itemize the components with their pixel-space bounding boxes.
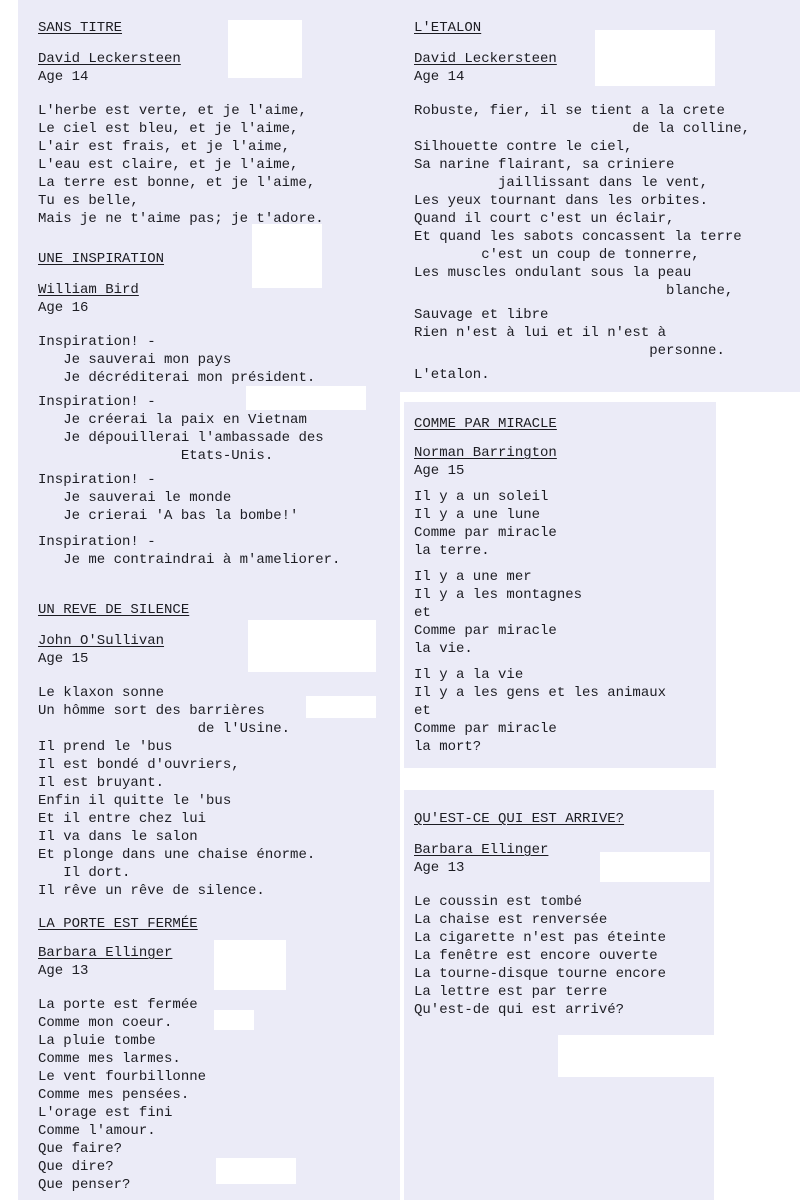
poem-line: Quand il court c'est un éclair, (414, 211, 675, 227)
poem-line: Etats-Unis. (38, 448, 274, 464)
poem-line: La lettre est par terre (414, 984, 608, 1000)
poem-line: La fenêtre est encore ouverte (414, 948, 658, 964)
poem-line: Comme par miracle (414, 525, 557, 541)
poem-line: La tourne-disque tourne encore (414, 966, 667, 982)
poem-line: c'est un coup de tonnerre, (414, 247, 700, 263)
poem-line: Je crierai 'A bas la bombe!' (38, 508, 299, 524)
poem-age: Age 15 (38, 651, 89, 667)
poem-line: Le klaxon sonne (38, 685, 165, 701)
poem-line: Il y a un soleil (414, 489, 549, 505)
poem-line: Comme par miracle (414, 721, 557, 737)
poem-line: Inspiration! - (38, 472, 156, 488)
poem-lines (38, 102, 388, 228)
poem-author: David Leckersteen (414, 51, 557, 67)
poem-title: L'ETALON (414, 20, 482, 36)
poem-line: Il va dans le salon (38, 829, 198, 845)
poem-line: et (414, 703, 431, 719)
poem-line: de l'Usine. (38, 721, 291, 737)
poem-line: L'etalon. (414, 367, 490, 383)
poem-line: L'eau est claire, et je l'aime, (38, 157, 299, 173)
poem-line: Il y a une lune (414, 507, 541, 523)
poem-line: Il est bondé d'ouvriers, (38, 757, 240, 773)
poem-line: Je sauverai le monde (38, 490, 232, 506)
poem-un-reve-de-silence (38, 600, 388, 900)
paste-patch (558, 1035, 714, 1077)
poem-line: Je décréditerai mon président. (38, 370, 316, 386)
poem-line: L'orage est fini (38, 1105, 173, 1121)
poem-age: Age 13 (414, 860, 465, 876)
poem-line: Je dépouillerai l'ambassade des (38, 430, 324, 446)
poem-line: Que penser? (38, 1177, 131, 1193)
poem-title: COMME PAR MIRACLE (414, 416, 557, 432)
poem-line: Il y a la vie (414, 667, 524, 683)
poem-title: QU'EST-CE QUI EST ARRIVE? (414, 811, 625, 827)
poem-lines (38, 333, 388, 569)
poem-line: Et plonge dans une chaise énorme. (38, 847, 316, 863)
poem-qu-est-ce-qui-est-arrive (414, 809, 794, 1019)
poem-author: Barbara Ellinger (38, 945, 173, 961)
poem-comme-par-miracle (414, 414, 794, 756)
poem-line: Je créerai la paix en Vietnam (38, 412, 307, 428)
poem-line: Et quand les sabots concassent la terre (414, 229, 742, 245)
poem-title: UNE INSPIRATION (38, 251, 165, 267)
poem-line: Enfin il quitte le 'bus (38, 793, 232, 809)
poem-line: Il dort. (38, 865, 131, 881)
poem-l-etalon (414, 18, 794, 384)
poem-line: L'air est frais, et je l'aime, (38, 139, 291, 155)
poem-author: William Bird (38, 282, 139, 298)
poem-line: Comme mes pensées. (38, 1087, 190, 1103)
poem-line: Comme mes larmes. (38, 1051, 181, 1067)
poem-line: La porte est fermée (38, 997, 198, 1013)
poem-line (414, 560, 794, 568)
poem-age: Age 13 (38, 963, 89, 979)
poem-line: Et il entre chez lui (38, 811, 207, 827)
poem-line: Que dire? (38, 1159, 114, 1175)
poem-age: Age 15 (414, 463, 465, 479)
poem-line: de la colline, (414, 121, 751, 137)
poem-line: Les yeux tournant dans les orbites. (414, 193, 709, 209)
poem-lines (414, 488, 794, 756)
poem-line: Il rêve un rêve de silence. (38, 883, 265, 899)
poem-line: Je sauverai mon pays (38, 352, 232, 368)
poem-line: La cigarette n'est pas éteinte (414, 930, 667, 946)
poem-author: Barbara Ellinger (414, 842, 549, 858)
poem-line: Il y a les montagnes (414, 587, 583, 603)
poem-line: Rien n'est à lui et il n'est à (414, 325, 667, 341)
poem-line: Le ciel est bleu, et je l'aime, (38, 121, 299, 137)
poem-line: L'herbe est verte, et je l'aime, (38, 103, 307, 119)
poem-line (414, 658, 794, 666)
poem-line: La pluie tombe (38, 1033, 156, 1049)
poem-title: UN REVE DE SILENCE (38, 602, 190, 618)
poem-une-inspiration (38, 249, 388, 569)
poem-line: Sauvage et libre (414, 307, 549, 323)
poem-line: Inspiration! - (38, 394, 156, 410)
poem-lines (414, 893, 794, 1019)
poem-line: Le vent fourbillonne (38, 1069, 207, 1085)
poem-line: Que faire? (38, 1141, 123, 1157)
poem-line: Tu es belle, (38, 193, 139, 209)
poem-sans-titre (38, 18, 388, 228)
poem-line: La chaise est renversée (414, 912, 608, 928)
poem-line: Sa narine flairant, sa criniere (414, 157, 675, 173)
poem-line: Il prend le 'bus (38, 739, 173, 755)
poem-author: Norman Barrington (414, 445, 557, 461)
poem-age: Age 16 (38, 300, 89, 316)
poem-line: Comme mon coeur. (38, 1015, 173, 1031)
poem-lines (38, 684, 388, 900)
poem-line: et (414, 605, 431, 621)
poem-title: SANS TITRE (38, 20, 123, 36)
poem-line: Il est bruyant. (38, 775, 165, 791)
poem-line: personne. (414, 343, 725, 359)
poem-line: la mort? (414, 739, 482, 755)
poem-line: la terre. (414, 543, 490, 559)
poem-line: Un hômme sort des barrières (38, 703, 265, 719)
poem-line: jaillissant dans le vent, (414, 175, 709, 191)
poem-title: LA PORTE EST FERMÉE (38, 916, 198, 932)
poem-author: David Leckersteen (38, 51, 181, 67)
poem-age: Age 14 (414, 69, 465, 85)
poem-line: Qu'est-de qui est arrivé? (414, 1002, 625, 1018)
poem-line: Mais je ne t'aime pas; je t'adore. (38, 211, 324, 227)
poem-line: Il y a les gens et les animaux (414, 685, 667, 701)
poem-la-porte-est-fermee (38, 914, 388, 1194)
poem-line: La terre est bonne, et je l'aime, (38, 175, 316, 191)
poem-line: Silhouette contre le ciel, (414, 139, 633, 155)
poem-line: Comme par miracle (414, 623, 557, 639)
poem-line: Inspiration! - (38, 334, 156, 350)
poem-line: Les muscles ondulant sous la peau (414, 265, 692, 281)
poem-line (38, 525, 388, 533)
poem-lines (38, 996, 388, 1194)
poem-line: Robuste, fier, il se tient a la crete (414, 103, 725, 119)
poem-line: Inspiration! - (38, 534, 156, 550)
poem-lines (414, 102, 794, 384)
poem-line: la vie. (414, 641, 473, 657)
poem-line: blanche, (414, 283, 734, 299)
poem-author: John O'Sullivan (38, 633, 165, 649)
poem-line: Je me contraindrai à m'ameliorer. (38, 552, 341, 568)
poem-line: Comme l'amour. (38, 1123, 156, 1139)
poem-age: Age 14 (38, 69, 89, 85)
poem-line: Le coussin est tombé (414, 894, 583, 910)
poem-line: Il y a une mer (414, 569, 532, 585)
